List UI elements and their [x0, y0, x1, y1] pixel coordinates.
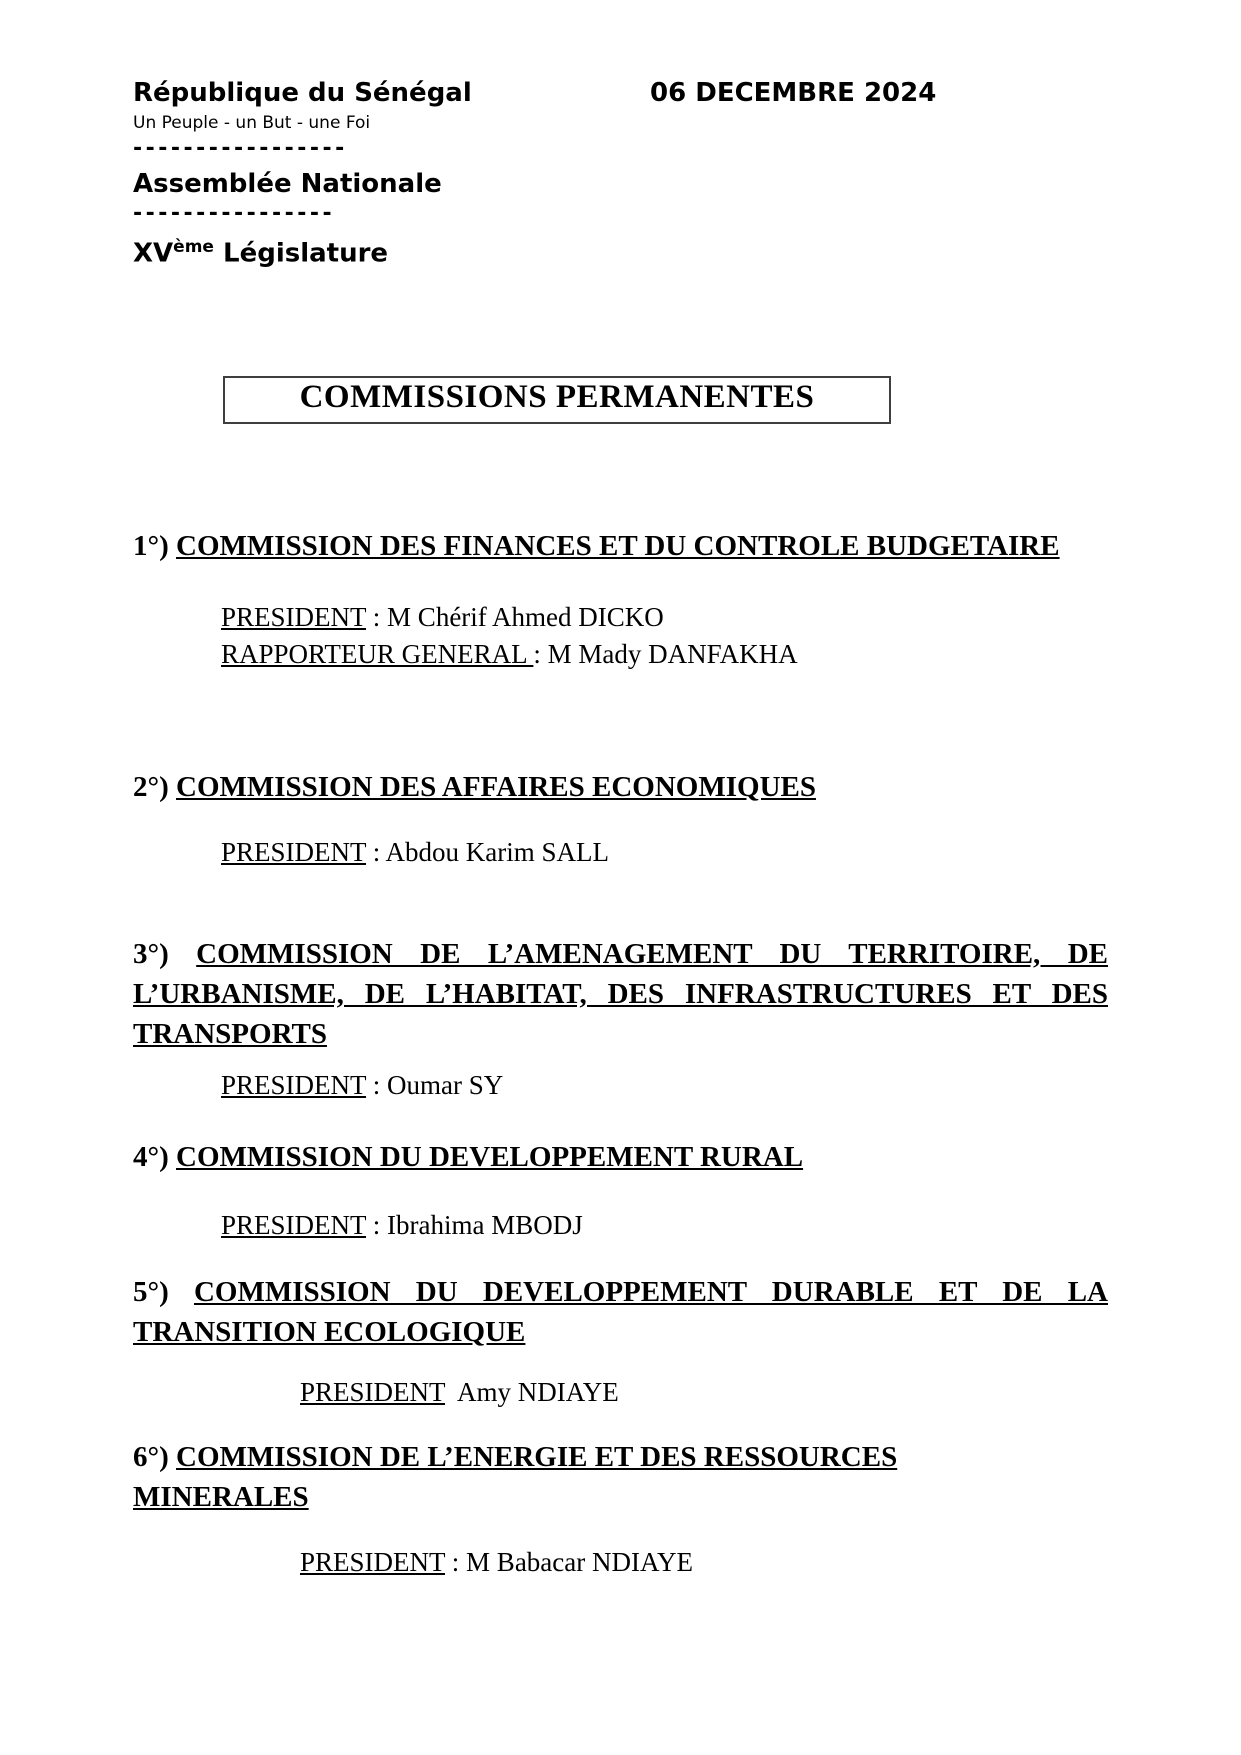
document-header — [133, 78, 1108, 271]
officer-role-label: RAPPORTEUR GENERAL — [221, 638, 534, 669]
institution-name: Assemblée Nationale — [133, 169, 442, 199]
commission-1-number: 1°) — [133, 529, 169, 562]
commission-4-title: COMMISSION DU DEVELOPPEMENT RURAL — [176, 1140, 804, 1173]
separator-dashes: ----------------- — [133, 136, 348, 161]
officer-role-label: PRESIDENT — [221, 836, 367, 867]
commission-section-1 — [133, 526, 1108, 673]
separator-dashes: ---------------- — [133, 201, 336, 226]
legislature-line — [133, 230, 1108, 271]
officer-name: Oumar SY — [387, 1069, 504, 1100]
officer-line — [221, 636, 1108, 673]
officer-role-label: PRESIDENT — [300, 1376, 446, 1407]
officer-separator: : — [445, 1546, 467, 1577]
officer-separator: : — [366, 1069, 388, 1100]
officer-name: M Mady DANFAKHA — [547, 638, 798, 669]
commission-section-3 — [133, 934, 1108, 1104]
commission-section-4 — [133, 1137, 1108, 1244]
officer-separator: : — [366, 1209, 388, 1240]
commission-section-5 — [133, 1272, 1108, 1411]
officer-name: Amy NDIAYE — [457, 1376, 619, 1407]
commission-5-number: 5°) — [133, 1275, 169, 1308]
commission-3-heading — [133, 934, 1108, 1054]
officer-line — [221, 1207, 1108, 1244]
commission-3-title-line-3: TRANSPORTS — [133, 1017, 327, 1050]
country-name: République du Sénégal — [133, 78, 472, 108]
officer-name: M Babacar NDIAYE — [466, 1546, 693, 1577]
officer-role-label: PRESIDENT — [300, 1546, 446, 1577]
commission-6-title-line-2: MINERALES — [133, 1480, 309, 1513]
officer-line — [300, 1544, 1108, 1581]
commission-2-number: 2°) — [133, 770, 169, 803]
commission-section-6 — [133, 1437, 1108, 1581]
commission-5-title-line-2: TRANSITION ECOLOGIQUE — [133, 1315, 526, 1348]
officer-line — [221, 1067, 1108, 1104]
officer-line — [221, 599, 1108, 636]
legislature-word: Législature — [223, 238, 389, 269]
legislature-ordinal-suffix: ème — [173, 237, 214, 257]
officer-separator — [445, 1377, 457, 1407]
commission-4-heading — [133, 1137, 1108, 1177]
commission-1-heading — [133, 526, 1108, 566]
legislature-roman-numeral: XV — [133, 238, 174, 269]
officer-role-label: PRESIDENT — [221, 601, 367, 632]
heading-line — [133, 1272, 1108, 1312]
heading-line — [133, 1014, 1108, 1054]
heading-line — [133, 1437, 1108, 1477]
heading-line — [133, 526, 1108, 566]
commission-3-number: 3°) — [133, 937, 169, 970]
commission-2-title: COMMISSION DES AFFAIRES ECONOMIQUES — [176, 770, 816, 803]
commission-4-officers — [133, 1207, 1108, 1244]
commission-1-officers — [133, 599, 1108, 673]
commission-5-title-line-1: COMMISSION DU DEVELOPPEMENT DURABLE ET DE LA — [193, 1275, 1108, 1308]
officer-line — [221, 834, 1108, 871]
heading-line — [133, 767, 1108, 807]
officer-separator: : — [366, 836, 386, 867]
national-motto: Un Peuple - un But - une Foi — [133, 113, 371, 133]
officer-role-label: PRESIDENT — [221, 1069, 367, 1100]
officer-role-label: PRESIDENT — [221, 1209, 367, 1240]
document-date: 06 DECEMBRE 2024 — [650, 78, 937, 108]
commission-3-title-line-2: L’URBANISME, DE L’HABITAT, DES INFRASTRUCTURES ET DES — [133, 977, 1108, 1010]
commission-6-heading — [133, 1437, 1108, 1517]
commission-5-officers — [133, 1374, 1108, 1411]
officer-name: Abdou Karim SALL — [385, 836, 610, 867]
commission-1-title: COMMISSION DES FINANCES ET DU CONTROLE BUDGETAIRE — [176, 529, 1060, 562]
commission-6-number: 6°) — [133, 1440, 169, 1473]
commission-6-title-line-1: COMMISSION DE L’ENERGIE ET DES RESSOURCES — [176, 1440, 898, 1473]
commission-3-officers — [133, 1067, 1108, 1104]
commission-3-title-line-1: COMMISSION DE L’AMENAGEMENT DU TERRITOIRE, DE — [196, 937, 1108, 970]
main-title: COMMISSIONS PERMANENTES — [299, 378, 815, 415]
commission-section-2 — [133, 767, 1108, 871]
officer-name: M Chérif Ahmed DICKO — [387, 601, 664, 632]
main-title-box — [223, 376, 891, 424]
commission-6-officers — [133, 1544, 1108, 1581]
officer-separator: : — [366, 601, 388, 632]
heading-line — [133, 1312, 1108, 1352]
officer-line — [300, 1374, 1108, 1411]
commission-2-heading — [133, 767, 1108, 807]
commission-2-officers — [133, 834, 1108, 871]
heading-line — [133, 974, 1108, 1014]
officer-separator: : — [533, 638, 548, 669]
heading-line — [133, 1477, 1108, 1517]
commission-4-number: 4°) — [133, 1140, 169, 1173]
officer-name: Ibrahima MBODJ — [387, 1209, 583, 1240]
heading-line — [133, 934, 1108, 974]
header-top-row — [133, 78, 1108, 108]
commission-5-heading — [133, 1272, 1108, 1352]
heading-line — [133, 1137, 1108, 1177]
